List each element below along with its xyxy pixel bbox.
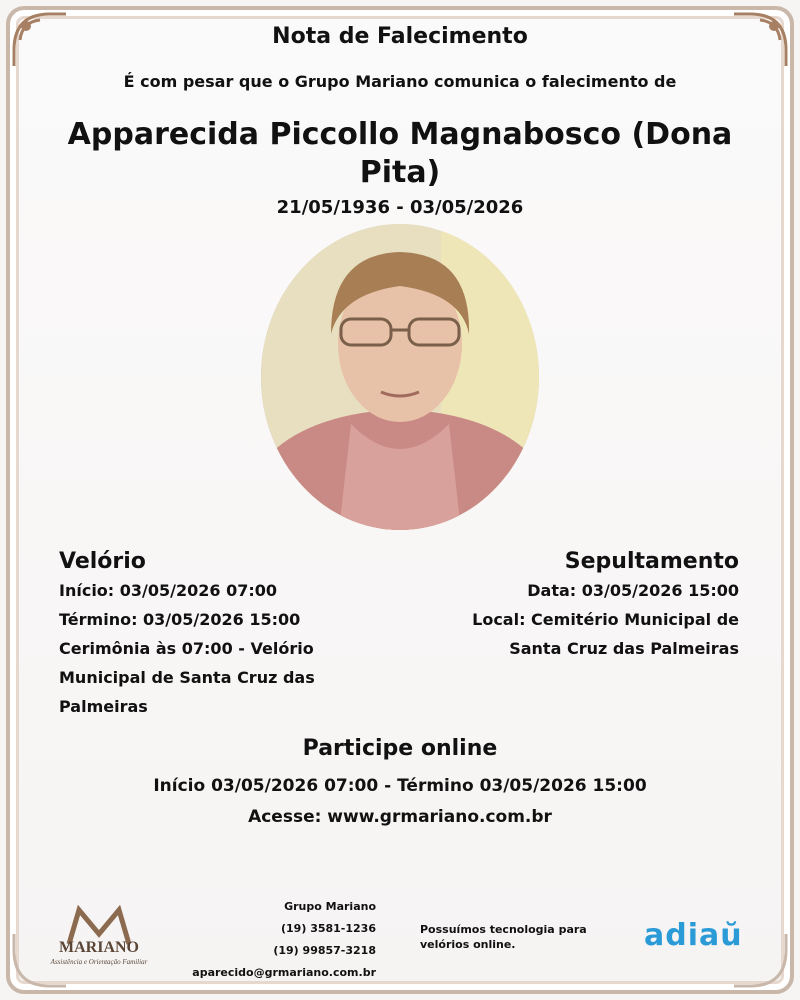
velorio-cerimonia: Cerimônia às 07:00 - Velório Municipal de Santa Cruz das Palmeiras bbox=[59, 639, 315, 716]
velorio-inicio: Início: 03/05/2026 07:00 bbox=[59, 581, 278, 600]
velorio-termino: Término: 03/05/2026 15:00 bbox=[59, 610, 301, 629]
footer-phone-2[interactable]: (19) 99857-3218 bbox=[273, 944, 376, 957]
velorio-heading: Velório bbox=[59, 549, 146, 574]
footer-email[interactable]: aparecido@grmariano.com.br bbox=[192, 966, 376, 979]
portrait-photo bbox=[261, 224, 539, 530]
life-dates: 21/05/1936 - 03/05/2026 bbox=[276, 197, 524, 218]
mariano-logo bbox=[44, 904, 154, 968]
deceased-name: Apparecida Piccollo Magnabosco (Dona Pita) bbox=[67, 117, 733, 190]
adiau-logo: adiaŭ bbox=[644, 918, 743, 953]
intro-text: É com pesar que o Grupo Mariano comunica o falecimento de bbox=[123, 72, 677, 91]
sepultamento-section bbox=[419, 548, 739, 663]
footer-company: Grupo Mariano bbox=[284, 900, 376, 913]
sepultamento-local: Local: Cemitério Municipal de Santa Cruz das Palmeiras bbox=[472, 610, 739, 658]
svg-text:Assistência e Orientação Famil: Assistência e Orientação Familiar bbox=[50, 958, 148, 966]
velorio-section bbox=[59, 548, 359, 721]
footer-phone-1[interactable]: (19) 3581-1236 bbox=[281, 922, 376, 935]
online-times: Início 03/05/2026 07:00 - Término 03/05/2026 15:00 bbox=[153, 776, 647, 796]
sepultamento-data: Data: 03/05/2026 15:00 bbox=[527, 581, 739, 600]
online-access-link[interactable]: Acesse: www.grmariano.com.br bbox=[248, 807, 552, 827]
footer-tech-text: Possuímos tecnologia para velórios online. bbox=[420, 923, 587, 951]
mariano-logo-icon bbox=[44, 904, 154, 968]
online-heading: Participe online bbox=[302, 736, 498, 761]
sepultamento-heading: Sepultamento bbox=[564, 549, 739, 574]
footer-contacts bbox=[180, 896, 376, 984]
page-title: Nota de Falecimento bbox=[272, 24, 528, 49]
portrait-illustration bbox=[261, 224, 539, 530]
svg-text:MARIANO: MARIANO bbox=[59, 939, 139, 956]
